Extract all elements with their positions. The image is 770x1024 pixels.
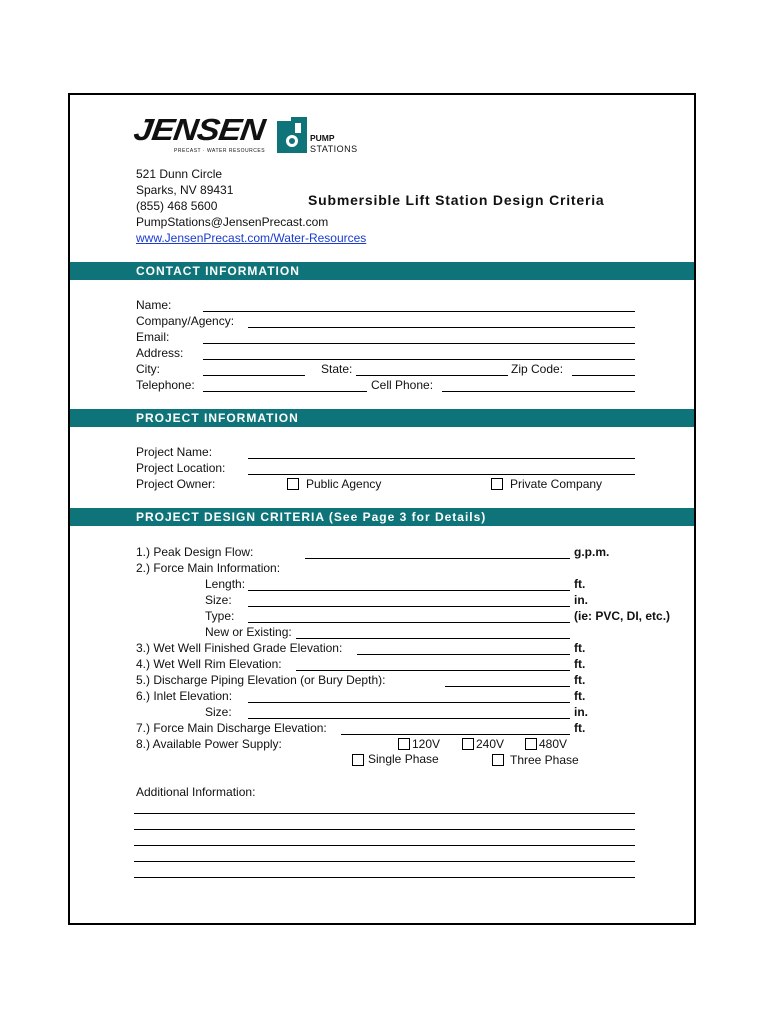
jensen-logo: JENSEN — [131, 112, 267, 148]
inlet-size-label: Size: — [205, 705, 232, 719]
peak-flow-field[interactable] — [305, 558, 570, 559]
logo-tagline: PRECAST · WATER RESOURCES — [174, 148, 266, 154]
120v-label: 120V — [412, 737, 441, 751]
form-title: Submersible Lift Station Design Criteria — [308, 192, 605, 208]
cell-field[interactable] — [442, 391, 635, 392]
additional-info-line-2[interactable] — [134, 829, 635, 830]
address-label: Address: — [136, 346, 184, 360]
single-phase-checkbox[interactable] — [352, 754, 364, 766]
private-company-label: Private Company — [510, 477, 603, 491]
zip-field[interactable] — [572, 375, 635, 376]
public-agency-checkbox[interactable] — [287, 478, 299, 490]
project-name-label: Project Name: — [136, 445, 213, 459]
telephone-field[interactable] — [203, 391, 367, 392]
inlet-elevation-field[interactable] — [248, 702, 570, 703]
email-field[interactable] — [203, 343, 635, 344]
email-address: PumpStations@JensenPrecast.com — [136, 215, 329, 229]
project-section-header — [70, 409, 694, 427]
criteria-heading: PROJECT DESIGN CRITERIA (See Page 3 for Details) — [136, 510, 487, 524]
finished-grade-label: 3.) Wet Well Finished Grade Elevation: — [136, 641, 343, 655]
zip-label: Zip Code: — [511, 362, 564, 376]
size-field[interactable] — [248, 606, 570, 607]
telephone-label: Telephone: — [136, 378, 195, 392]
480v-checkbox[interactable] — [525, 738, 537, 750]
city-label: City: — [136, 362, 160, 376]
new-existing-label: New or Existing: — [205, 625, 292, 639]
discharge-elevation-label: 7.) Force Main Discharge Elevation: — [136, 721, 327, 735]
cell-label: Cell Phone: — [371, 378, 434, 392]
inlet-size-field[interactable] — [248, 718, 570, 719]
pump-stations-icon — [277, 117, 307, 153]
240v-label: 240V — [476, 737, 505, 751]
length-unit: ft. — [574, 577, 586, 591]
inlet-elevation-label: 6.) Inlet Elevation: — [136, 689, 233, 703]
rim-elevation-unit: ft. — [574, 657, 586, 671]
contact-section-header — [70, 262, 694, 280]
additional-info-line-1[interactable] — [134, 813, 635, 814]
phone-number: (855) 468 5600 — [136, 199, 218, 213]
discharge-elevation-field[interactable] — [341, 734, 570, 735]
website-link[interactable]: www.JensenPrecast.com/Water-Resources — [136, 231, 367, 245]
peak-flow-label: 1.) Peak Design Flow: — [136, 545, 254, 559]
force-main-label: 2.) Force Main Information: — [136, 561, 281, 575]
project-heading: PROJECT INFORMATION — [136, 411, 299, 425]
project-owner-label: Project Owner: — [136, 477, 216, 491]
length-label: Length: — [205, 577, 246, 591]
discharge-piping-label: 5.) Discharge Piping Elevation (or Bury Depth): — [136, 673, 386, 687]
new-existing-field[interactable] — [296, 638, 570, 639]
length-field[interactable] — [248, 590, 570, 591]
address-line-2: Sparks, NV 89431 — [136, 183, 234, 197]
pump-label: PUMP — [310, 133, 335, 143]
email-label: Email: — [136, 330, 170, 344]
stations-label: STATIONS — [310, 144, 358, 154]
public-agency-label: Public Agency — [306, 477, 382, 491]
city-field[interactable] — [203, 375, 305, 376]
contact-heading: CONTACT INFORMATION — [136, 264, 300, 278]
state-field[interactable] — [356, 375, 508, 376]
120v-checkbox[interactable] — [398, 738, 410, 750]
form-page — [68, 93, 696, 925]
type-label: Type: — [205, 609, 235, 623]
project-location-field[interactable] — [248, 474, 635, 475]
power-supply-label: 8.) Available Power Supply: — [136, 737, 282, 751]
additional-info-label: Additional Information: — [136, 785, 256, 799]
single-phase-label: Single Phase — [368, 752, 439, 766]
finished-grade-unit: ft. — [574, 641, 586, 655]
private-company-checkbox[interactable] — [491, 478, 503, 490]
name-label: Name: — [136, 298, 172, 312]
discharge-piping-unit: ft. — [574, 673, 586, 687]
240v-checkbox[interactable] — [462, 738, 474, 750]
additional-info-line-3[interactable] — [134, 845, 635, 846]
additional-info-line-4[interactable] — [134, 861, 635, 862]
company-field[interactable] — [248, 327, 635, 328]
peak-flow-unit: g.p.m. — [574, 545, 610, 559]
type-field[interactable] — [248, 622, 570, 623]
size-label: Size: — [205, 593, 232, 607]
company-label: Company/Agency: — [136, 314, 235, 328]
inlet-size-unit: in. — [574, 705, 588, 719]
criteria-section-header — [70, 508, 694, 526]
state-label: State: — [321, 362, 353, 376]
project-name-field[interactable] — [248, 458, 635, 459]
project-location-label: Project Location: — [136, 461, 226, 475]
rim-elevation-label: 4.) Wet Well Rim Elevation: — [136, 657, 282, 671]
inlet-elevation-unit: ft. — [574, 689, 586, 703]
size-unit: in. — [574, 593, 588, 607]
additional-info-line-5[interactable] — [134, 877, 635, 878]
finished-grade-field[interactable] — [357, 654, 570, 655]
type-unit: (ie: PVC, DI, etc.) — [574, 609, 671, 623]
address-line-1: 521 Dunn Circle — [136, 167, 223, 181]
discharge-piping-field[interactable] — [445, 686, 570, 687]
address-field[interactable] — [203, 359, 635, 360]
three-phase-label: Three Phase — [510, 753, 579, 767]
rim-elevation-field[interactable] — [296, 670, 570, 671]
discharge-elevation-unit: ft. — [574, 721, 586, 735]
480v-label: 480V — [539, 737, 568, 751]
three-phase-checkbox[interactable] — [492, 754, 504, 766]
name-field[interactable] — [203, 311, 635, 312]
